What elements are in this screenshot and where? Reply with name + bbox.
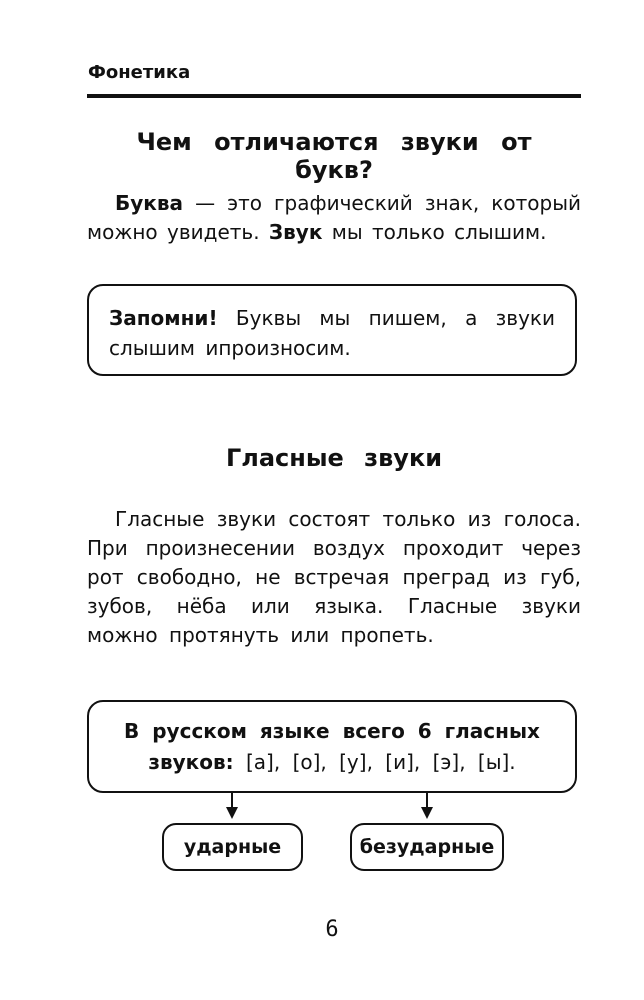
remember-label: Запомни!: [109, 306, 218, 330]
sound-definition: мы только слышим.: [322, 220, 547, 244]
vowels-text: [109, 716, 555, 778]
remember-body: Буквы мы пишем, а звуки слышим ипроизносим.: [109, 306, 555, 360]
heading-sounds-vs-letters: Чем отличаются звуки от букв?: [136, 128, 532, 184]
heading-vowel-sounds: Гласные звуки: [225, 444, 443, 472]
section-title: Фонетика: [88, 62, 191, 83]
vowels-list: [а], [о], [у], [и], [э], [ы].: [233, 750, 516, 774]
remember-box: [87, 284, 577, 376]
arrow-right-head: [421, 807, 433, 819]
letter-definition: — это графический знак, который можно увидеть.: [87, 191, 581, 244]
arrow-left-head: [226, 807, 238, 819]
remember-text: [109, 303, 555, 363]
vowel-paragraph: Гласные звуки состоят только из голоса. При произнесении воздух проходит через рот свободно, не встречая преград из губ, зубов, нёба или языка. Гласные звуки можно протянуть или пропеть.: [87, 507, 581, 647]
unstressed-vowels-box: безударные: [350, 823, 504, 871]
letter-sound-paragraph: [87, 189, 581, 247]
vowels-box: [87, 700, 577, 793]
header-rule: [87, 94, 581, 98]
page-number: 6: [325, 917, 339, 942]
stressed-vowels-box: ударные: [162, 823, 303, 871]
vowels-count-text: В русском языке всего 6 гласных звуков:: [124, 719, 540, 774]
term-sound: Звук: [268, 220, 323, 244]
term-letter: Буква: [115, 191, 184, 215]
